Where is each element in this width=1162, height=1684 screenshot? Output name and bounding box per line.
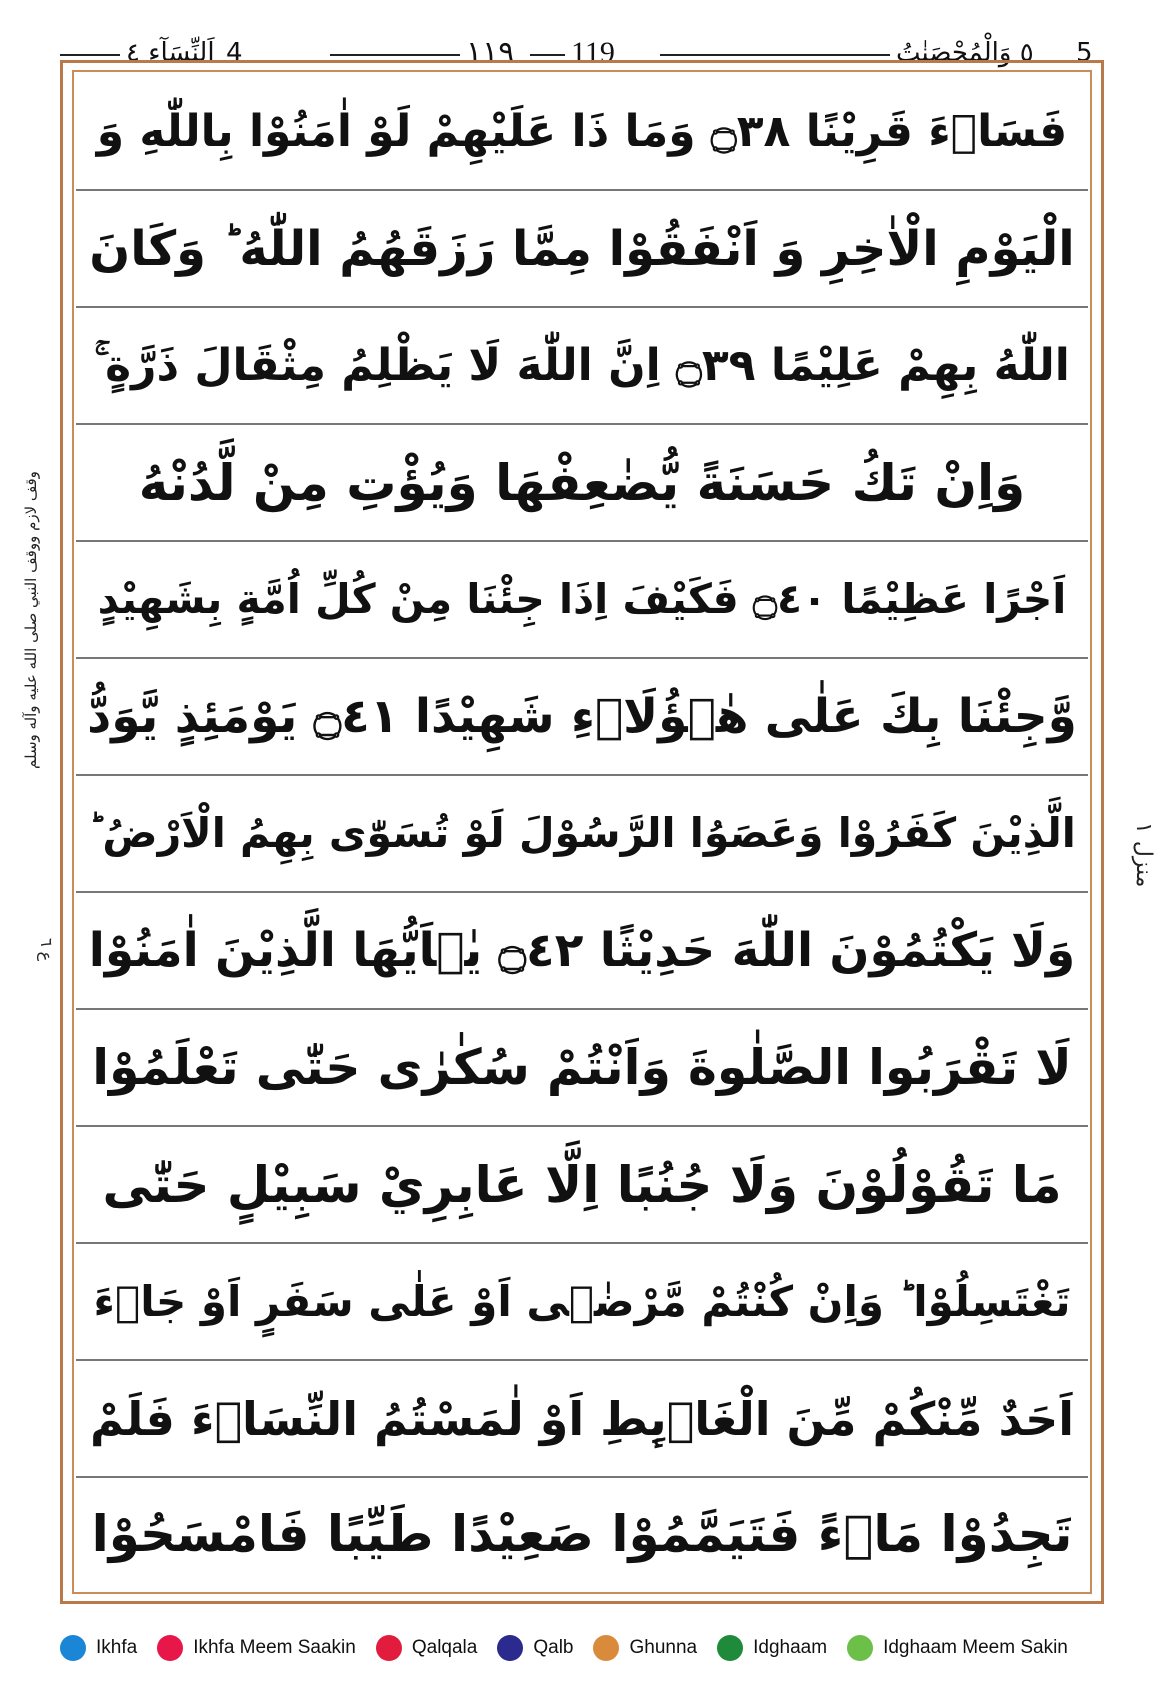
legend-item (497, 1635, 573, 1661)
quran-text-block (76, 74, 1088, 1590)
idghaam-color-dot (717, 1635, 743, 1661)
page-number: 119 (565, 36, 621, 70)
juz-label: ٥ وَالْمُحْصَنٰتُ (890, 36, 1040, 70)
ghunna-color-dot (593, 1635, 619, 1661)
text-line (76, 893, 1088, 1010)
margin-note: وقف لازم ووقف النبي صلى الله عليه وآله وسلم (22, 471, 40, 769)
header-rule (530, 54, 570, 56)
line-text: الَّذِيْنَ كَفَرُوْا وَعَصَوُا الرَّسُوْلَ لَوْ تُسَوّٰى بِهِمُ الْاَرْضُ ؕ (88, 809, 1076, 857)
text-line (76, 1127, 1088, 1244)
text-line (76, 1361, 1088, 1478)
legend-label: Ikhfa Meem Saakin (193, 1637, 356, 1658)
line-text: لَا تَقْرَبُوا الصَّلٰوةَ وَاَنْتُمْ سُكٰرٰى حَتّٰى تَعْلَمُوْا (92, 1039, 1072, 1096)
legend-label: Ghunna (629, 1637, 698, 1658)
text-line (76, 659, 1088, 776)
surah-number: 4 (220, 36, 249, 70)
header-rule (330, 54, 460, 56)
legend-label: Qalb (533, 1637, 574, 1658)
text-line (76, 1010, 1088, 1127)
header-rule (660, 54, 890, 56)
legend-label: Qalqala (411, 1637, 478, 1658)
text-line (76, 1244, 1088, 1361)
qalqala-color-dot (376, 1635, 402, 1661)
legend-item (60, 1635, 137, 1661)
line-text: وَاِنْ تَكُ حَسَنَةً يُّضٰعِفْهَا وَيُؤْتِ مِنْ لَّدُنْهُ (138, 453, 1026, 512)
line-text: اَحَدٌ مِّنْكُمْ مِّنَ الْغَاۤىِٕطِ اَوْ لٰمَسْتُمُ النِّسَاۤءَ فَلَمْ (89, 1391, 1075, 1446)
text-line (76, 308, 1088, 425)
line-text: اَجْرًا عَظِيْمًا ۝٤٠ فَكَيْفَ اِذَا جِئْنَا مِنْ كُلِّ اُمَّةٍ بِشَهِيْدٍ (97, 575, 1067, 623)
legend-item (593, 1635, 697, 1661)
text-line (76, 776, 1088, 893)
legend-item (376, 1635, 478, 1661)
legend-item (157, 1635, 356, 1661)
line-text: اللّٰهُ بِهِمْ عَلِيْمًا ۝٣٩ اِنَّ اللّٰهَ لَا يَظْلِمُ مِثْقَالَ ذَرَّةٍ ۚ (94, 339, 1070, 391)
juz-number: 5 (1070, 36, 1099, 70)
surah-label: اَلنِّسَآء ٤ (120, 36, 221, 70)
text-line (76, 542, 1088, 659)
ikhfa-meem-saakin-color-dot (157, 1635, 183, 1661)
line-text: فَسَاۤءَ قَرِيْنًا ۝٣٨ وَمَا ذَا عَلَيْهِمْ لَوْ اٰمَنُوْا بِاللّٰهِ وَ (96, 105, 1068, 157)
line-text: مَا تَقُوْلُوْنَ وَلَا جُنُبًا اِلَّا عَابِرِيْ سَبِيْلٍ حَتّٰى (102, 1155, 1062, 1214)
ruku-marker: ع ٦ (37, 938, 56, 962)
legend-item (717, 1635, 827, 1661)
legend-label: Idghaam (753, 1637, 828, 1658)
line-text: تَجِدُوْا مَاۤءً فَتَيَمَّمُوْا صَعِيْدًا طَيِّبًا فَامْسَحُوْا (91, 1505, 1073, 1563)
line-text: وَّجِئْنَا بِكَ عَلٰى هٰۤؤُلَاۤءِ شَهِيْدًا ۝٤١ يَوْمَئِذٍ يَّوَدُّ (87, 689, 1077, 744)
legend-item (847, 1635, 1068, 1661)
line-text: وَلَا يَكْتُمُوْنَ اللّٰهَ حَدِيْثًا ۝٤٢ يٰۤاَيُّهَا الَّذِيْنَ اٰمَنُوْا (88, 923, 1076, 978)
legend-label: Ikhfa (96, 1637, 138, 1658)
qalb-color-dot (497, 1635, 523, 1661)
page-number-arabic: ١١٩ (460, 36, 520, 70)
text-line (76, 1478, 1088, 1590)
text-line (76, 191, 1088, 308)
manzil-marker: منزل ١ (1131, 822, 1156, 888)
idghaam-meem-sakin-color-dot (847, 1635, 873, 1661)
text-line (76, 74, 1088, 191)
legend-label: Idghaam Meem Sakin (883, 1637, 1068, 1658)
header-rule (60, 54, 120, 56)
text-line (76, 425, 1088, 542)
ikhfa-color-dot (60, 1635, 86, 1661)
line-text: تَغْتَسِلُوْا ؕ وَاِنْ كُنْتُمْ مَّرْضٰۤى اَوْ عَلٰى سَفَرٍ اَوْ جَاۤءَ (93, 1276, 1071, 1326)
line-text: الْيَوْمِ الْاٰخِرِ وَ اَنْفَقُوْا مِمَّا رَزَقَهُمُ اللّٰهُ ؕ وَكَانَ (89, 220, 1075, 277)
tajweed-legend (60, 1630, 1120, 1666)
